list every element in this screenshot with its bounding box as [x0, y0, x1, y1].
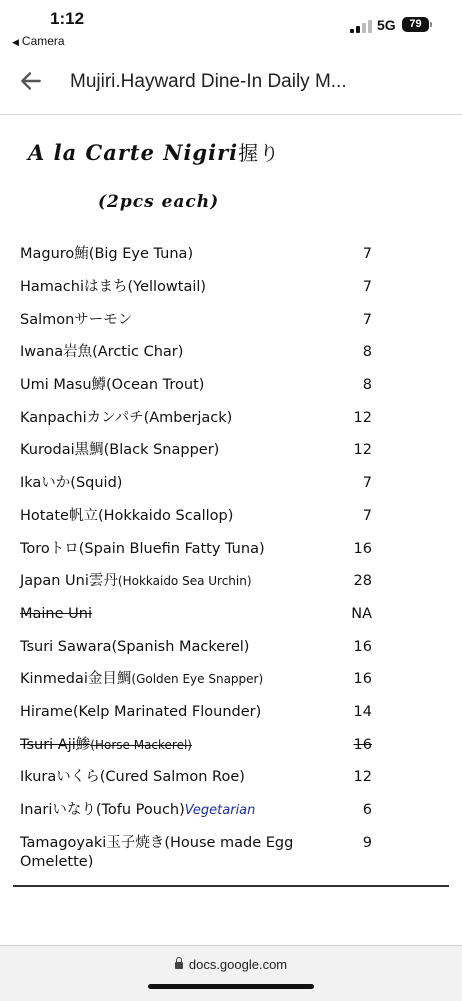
section-subtitle: (2pcs each)	[98, 192, 220, 212]
document-title: Mujiri.Hayward Dine-In Daily M...	[70, 71, 347, 92]
item-name: Kanpachiカンパチ(Amberjack)	[20, 410, 233, 426]
menu-item	[20, 801, 375, 820]
menu-item	[20, 278, 375, 297]
item-name: Hotate帆立(Hokkaido Scallop)	[20, 508, 234, 524]
url-display[interactable]	[0, 957, 462, 972]
item-name-detail: (Hokkaido Sea Urchin)	[117, 574, 252, 588]
item-price: 6	[362, 802, 372, 818]
item-name-main: Tsuri Aji鯵	[20, 737, 91, 753]
item-name	[20, 670, 320, 689]
status-time: 1:12	[50, 9, 85, 28]
section-title-kanji: 握り	[238, 141, 281, 165]
item-name: Ikuraいくら(Cured Salmon Roe)	[20, 769, 245, 785]
back-app-label: Camera	[21, 34, 65, 48]
battery-tip	[430, 22, 432, 27]
menu-item	[20, 768, 375, 787]
menu-item-unavailable	[20, 605, 375, 624]
item-price: 7	[362, 246, 372, 262]
item-price: 7	[362, 508, 372, 524]
item-name: Hamachiはまち(Yellowtail)	[20, 279, 207, 295]
item-name	[20, 572, 320, 591]
item-price: 16	[353, 639, 372, 655]
item-price: 12	[353, 442, 372, 458]
back-arrow-icon[interactable]	[18, 68, 44, 94]
vegetarian-tag: Vegetarian	[184, 803, 256, 818]
section-title-text: A la Carte Nigiri	[28, 140, 239, 165]
menu-item	[20, 343, 375, 362]
section-title	[28, 140, 308, 166]
menu-item	[20, 670, 375, 689]
app-bar	[0, 52, 462, 114]
status-bar	[0, 0, 462, 52]
item-name: Tamagoyaki玉子焼き(House made Egg Omelette)	[20, 835, 294, 870]
section-divider	[13, 885, 449, 887]
item-price: 7	[362, 279, 372, 295]
menu-item	[20, 507, 375, 526]
item-price: 8	[362, 377, 372, 393]
item-price: 12	[353, 769, 372, 785]
menu-item	[20, 441, 375, 460]
menu-item	[20, 409, 375, 428]
lock-icon	[175, 962, 183, 969]
item-name	[20, 736, 320, 755]
header-divider	[0, 114, 462, 115]
home-indicator[interactable]	[148, 984, 314, 989]
item-name: Hirame(Kelp Marinated Flounder)	[20, 704, 262, 720]
item-name: Ikaいか(Squid)	[20, 475, 123, 491]
item-name: Maguro鮪(Big Eye Tuna)	[20, 246, 194, 262]
menu-item	[20, 540, 375, 559]
menu-item	[20, 834, 375, 872]
item-name-detail: (Golden Eye Snapper)	[131, 672, 264, 686]
cellular-signal-icon	[350, 20, 372, 33]
item-name: Umi Masu鱒(Ocean Trout)	[20, 377, 205, 393]
item-name: Iwana岩魚(Arctic Char)	[20, 344, 184, 360]
item-name: Kurodai黒鯛(Black Snapper)	[20, 442, 220, 458]
item-name: Salmonサーモン	[20, 312, 133, 328]
browser-url-bar[interactable]	[0, 945, 462, 1001]
item-price: NA	[351, 606, 372, 622]
item-name: Maine Uni	[20, 606, 92, 622]
item-price: 16	[353, 737, 372, 753]
item-price: 7	[362, 312, 372, 328]
battery-icon: 79	[402, 17, 429, 32]
menu-item	[20, 376, 375, 395]
item-name-detail: (Horse Mackerel)	[90, 738, 192, 752]
item-price: 9	[362, 835, 372, 851]
menu-item-unavailable	[20, 736, 375, 755]
menu-item	[20, 572, 375, 591]
item-name: Tsuri Sawara(Spanish Mackerel)	[20, 639, 250, 655]
menu-item	[20, 474, 375, 493]
back-to-app-link[interactable]	[12, 34, 65, 48]
item-price: 8	[362, 344, 372, 360]
item-price: 16	[353, 541, 372, 557]
menu-item	[20, 703, 375, 722]
item-price: 16	[353, 671, 372, 687]
item-name-main: Inariいなり(Tofu Pouch)	[20, 802, 185, 818]
back-triangle-icon: ◀	[12, 37, 19, 47]
menu-item	[20, 245, 375, 264]
menu-item	[20, 311, 375, 330]
item-name: Toroトロ(Spain Bluefin Fatty Tuna)	[20, 541, 265, 557]
item-price: 12	[353, 410, 372, 426]
menu-item	[20, 638, 375, 657]
item-price: 14	[353, 704, 372, 720]
item-name	[20, 801, 320, 820]
item-name-main: Japan Uni雲丹	[20, 573, 118, 589]
item-price: 7	[362, 475, 372, 491]
network-type: 5G	[377, 17, 396, 33]
item-price: 28	[353, 573, 372, 589]
url-text: docs.google.com	[188, 957, 288, 972]
item-name-main: Kinmedai金目鯛	[20, 671, 132, 687]
